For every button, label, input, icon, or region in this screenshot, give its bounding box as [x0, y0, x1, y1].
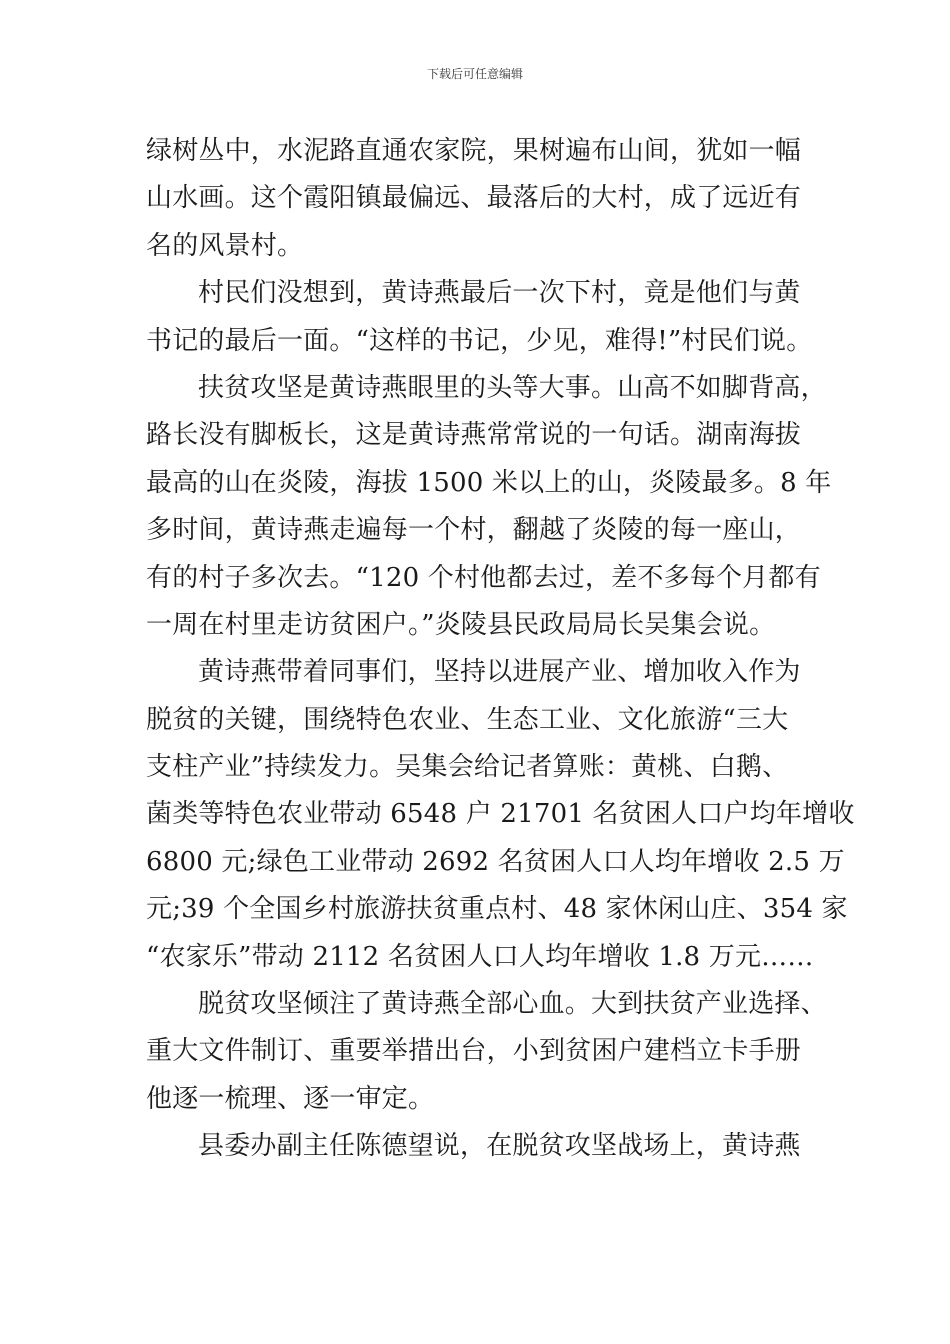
text-line: 山水画。这个霞阳镇最偏远、最落后的大村，成了远近有	[146, 183, 802, 214]
text-line: 黄诗燕带着同事们，坚持以进展产业、增加收入作为	[198, 657, 801, 688]
text-line: 有的村子多次去。“120 个村他都去过，差不多每个月都有	[146, 562, 821, 593]
text-line: 重大文件制订、重要举措出台，小到贫困户建档立卡手册	[146, 1036, 802, 1067]
text-line: 元;39 个全国乡村旅游扶贫重点村、48 家休闲山庄、354 家	[146, 894, 848, 925]
text-line: 名的风景村。	[146, 230, 304, 261]
text-line: 脱贫的关键，围绕特色农业、生态工业、文化旅游“三大	[146, 704, 789, 735]
text-line: 6800 元;绿色工业带动 2692 名贫困人口人均年增收 2.5 万	[146, 846, 845, 877]
text-line: 脱贫攻坚倾注了黄诗燕全部心血。大到扶贫产业选择、	[198, 989, 827, 1020]
text-line: 县委办副主任陈德望说，在脱贫攻坚战场上，黄诗燕	[198, 1131, 801, 1162]
text-line: 绿树丛中，水泥路直通农家院，果树遍布山间，犹如一幅	[146, 136, 802, 166]
text-line: 一周在村里走访贫困户。”炎陵县民政局局长吴集会说。	[146, 609, 776, 640]
text-line: 菌类等特色农业带动 6548 户 21701 名贫困人口户均年增收	[146, 799, 855, 830]
text-line: 书记的最后一面。“这样的书记，少见，难得!”村民们说。	[146, 325, 813, 356]
text-line: 扶贫攻坚是黄诗燕眼里的头等大事。山高不如脚背高，	[198, 372, 827, 403]
text-line: 支柱产业”持续发力。吴集会给记者算账：黄桃、白鹅、	[146, 752, 789, 783]
text-line: 路长没有脚板长，这是黄诗燕常常说的一句话。湖南海拔	[146, 420, 802, 451]
text-line: 村民们没想到，黄诗燕最后一次下村，竟是他们与黄	[198, 278, 801, 309]
text-line: 他逐一梳理、逐一审定。	[146, 1083, 435, 1114]
page-header: 下载后可任意编辑	[426, 67, 523, 81]
text-line: “农家乐”带动 2112 名贫困人口人均年增收 1.8 万元……	[146, 941, 814, 972]
text-line: 多时间，黄诗燕走遍每一个村，翻越了炎陵的每一座山，	[146, 515, 802, 546]
text-line: 最高的山在炎陵，海拔 1500 米以上的山，炎陵最多。8 年	[146, 467, 832, 498]
body-text	[146, 128, 855, 1171]
